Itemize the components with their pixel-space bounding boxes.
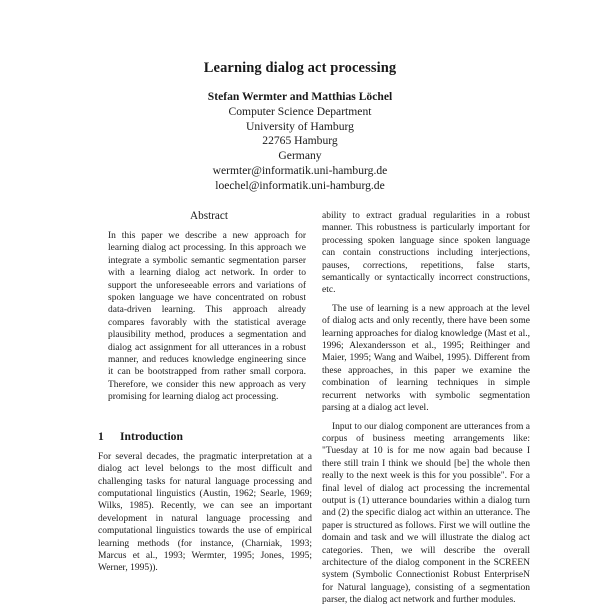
author-email-2: loechel@informatik.uni-hamburg.de bbox=[215, 178, 385, 192]
paper-title: Learning dialog act processing bbox=[203, 60, 397, 76]
author-block bbox=[0, 90, 600, 194]
affiliation-postcode: 22765 Hamburg bbox=[262, 134, 338, 148]
author-names: Stefan Wermter and Matthias Löchel bbox=[207, 90, 393, 103]
abstract-paragraph: In this paper we describe a new approach for learning dialog act processing. In this approach we integrate a symbolic semantic segmentation parser with a learning dialog act network. In order to support the unforeseeable errors and variations of spoken language we have concentrated on robust data-driven learning. This approach already compares favorably with the statistical average plausibility method, produces a segmentation and dialog act assignment for all utterances in a robust manner, and reduces knowledge engineering since it can be bootstrapped from rather small corpora. Therefore, we consider this new approach as very promising for learning dialog act processing. bbox=[108, 231, 306, 403]
affiliation-country: Germany bbox=[278, 149, 322, 163]
section-heading-introduction bbox=[98, 430, 312, 443]
right-paragraph-2: The use of learning is a new approach at the level of dialog acts and only recently, there have been some learning approaches for dialog knowledge (Mast et al., 1996; Alexandersson et al., 1995; Reithinger and Maier, 1995; Wang and Waibel, 1995). Different from these approaches, in this paper we examine the combination of learning techniques in simple recurrent networks with symbolic segmentation parsing at a dialog act level. bbox=[322, 303, 530, 414]
right-paragraph-3: Input to our dialog component are utterances from a corpus of business meeting arrangements like: "Tuesday at 10 is for me now again bad because I there still train I think we should [be] the whole then really to the next week is this for you possible". For a final level of dialog act processing the incremental output is (1) utterance boundaries within a dialog turn and (2) the specific dialog act within an utterance. The paper is structured as follows. First we will outline the domain and task and we will illustrate the dialog act categories. Then, we will describe the overall architecture of the dialog component in the SCREEN system (Symbolic Connectionist Robust EnterpriseN for Natural language), consisting of a segmentation parser, the dialog act network and further modules. bbox=[322, 421, 530, 606]
introduction-body bbox=[98, 451, 312, 575]
section-number: 1 bbox=[98, 429, 104, 443]
author-email-1: wermter@informatik.uni-hamburg.de bbox=[212, 163, 388, 177]
abstract-heading: Abstract bbox=[190, 210, 228, 222]
right-column bbox=[322, 210, 530, 613]
introduction-paragraph: For several decades, the pragmatic interpretation at a dialog act level belongs to the most difficult and challenging tasks for natural language processing and computational linguistics (Austin, 1962; Searle, 1969; Wilks, 1985). Recently, we can see an important development in natural language processing and computational linguistics towards the use of empirical learning methods (for instance, (Charniak, 1993; Marcus et al., 1993; Wermter, 1995; Jones, 1995; Werner, 1995)). bbox=[98, 451, 312, 574]
right-paragraph-1: ability to extract gradual regularities in a robust manner. This robustness is particularly important for processing spoken language since spoken language can contain constructions including interjections, pauses, corrections, repetitions, false starts, semantically or syntactically incorrect constructions, etc. bbox=[322, 211, 530, 296]
left-column bbox=[98, 210, 312, 575]
abstract-body bbox=[108, 230, 306, 404]
section-title: Introduction bbox=[120, 429, 183, 443]
affiliation-university: University of Hamburg bbox=[246, 119, 354, 133]
affiliation-department: Computer Science Department bbox=[228, 104, 372, 118]
